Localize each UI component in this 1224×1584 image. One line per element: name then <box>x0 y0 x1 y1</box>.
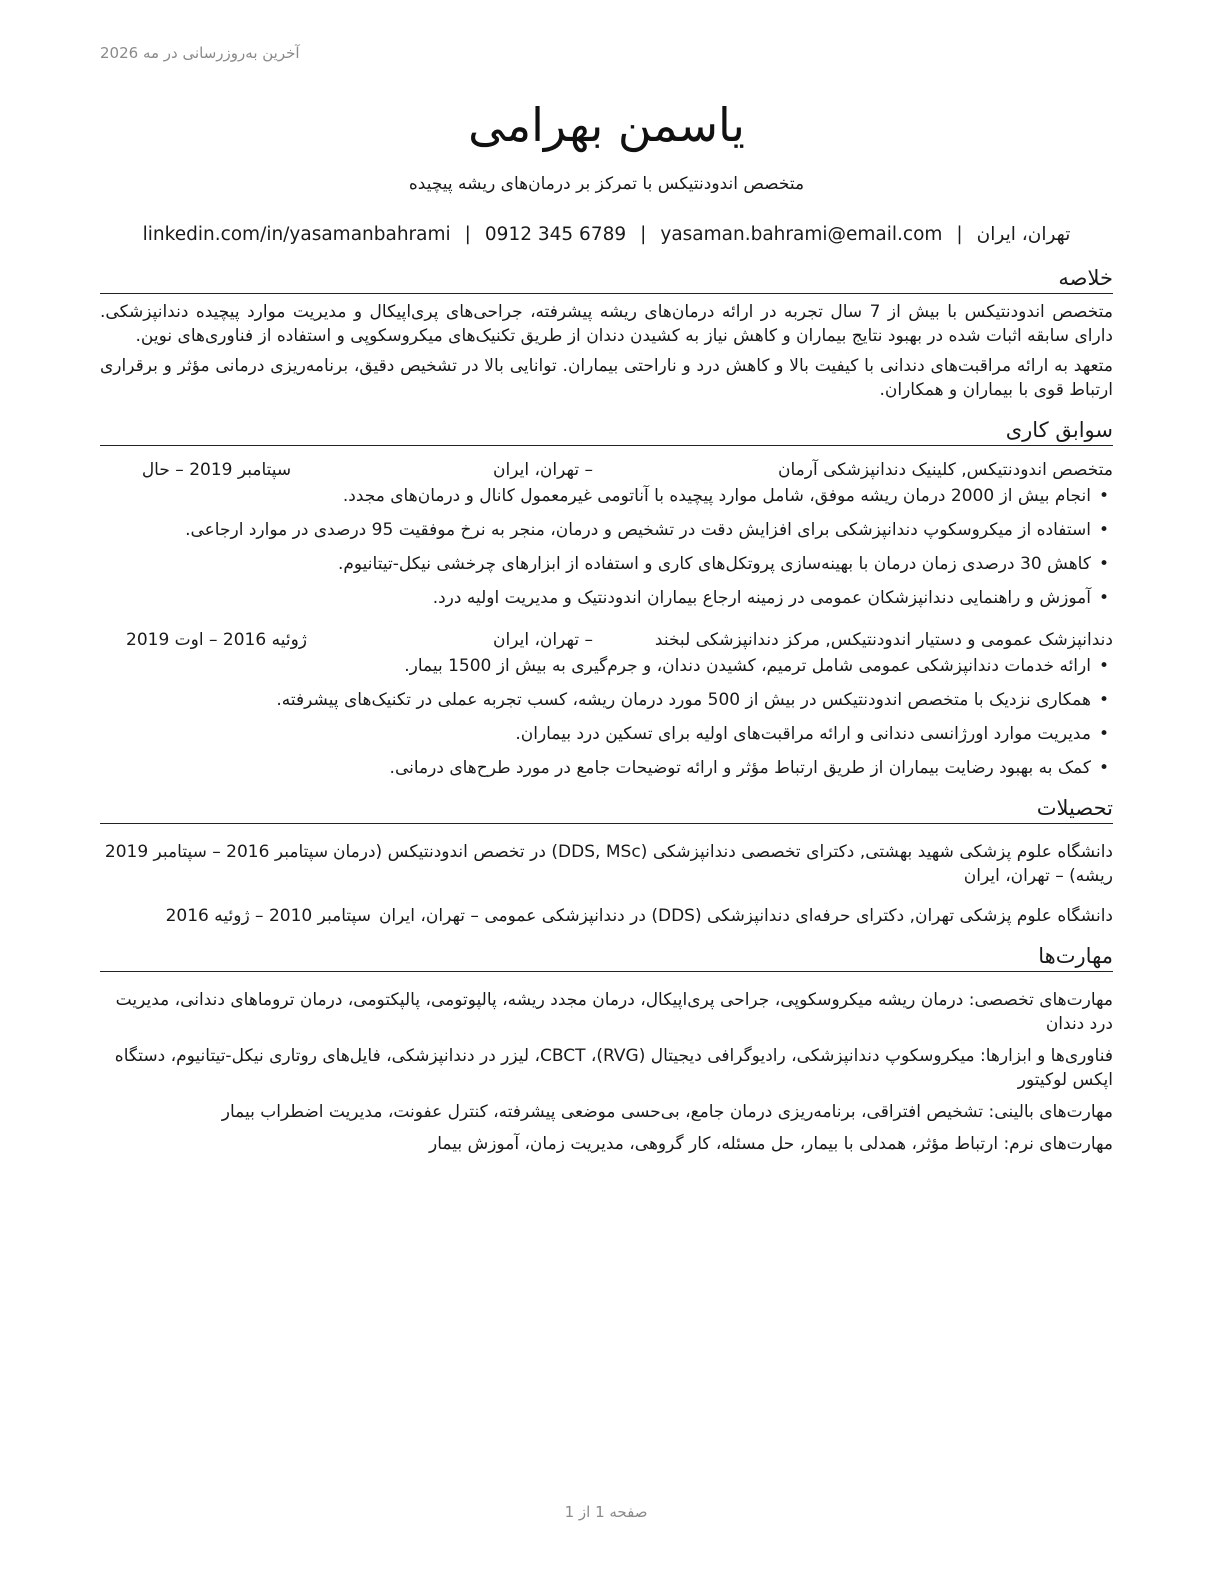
job-location: – تهران، ایران <box>493 630 593 650</box>
summary-heading: خلاصه <box>100 264 1113 294</box>
education-section <box>100 794 1113 928</box>
job-entry <box>100 458 1113 610</box>
job-bullets <box>100 654 1113 780</box>
education-dates: سپتامبر 2016 – سپتامبر 2019 <box>104 842 329 862</box>
job-bullet: • استفاده از میکروسکوپ دندانپزشکی برای افزایش دقت در تشخیص و درمان، منجر به نرخ موفقیت 95 درصدی در موارد ارجاعی. <box>100 518 1109 542</box>
job-role: متخصص اندودنتیکس, کلینیک دندانپزشکی آرمان <box>777 460 1113 480</box>
job-bullet: • انجام بیش از 2000 درمان ریشه موفق، شامل موارد پیچیده با آناتومی غیرمعمول کانال و درمان‌های مجدد. <box>100 484 1109 508</box>
contact-separator: | <box>956 224 963 245</box>
job-bullet: • مدیریت موارد اورژانسی دندانی و ارائه مراقبت‌های اولیه برای تسکین درد بیماران. <box>100 722 1109 746</box>
skill-line: مهارت‌های تخصصی: درمان ریشه میکروسکوپی، جراحی پری‌اپیکال، درمان مجدد ریشه، پالپوتومی، پالپکتومی، درمان تروماهای دندانی، مدیریت درد دندان <box>115 990 1113 1034</box>
education-dates: سپتامبر 2010 – ژوئیه 2016 <box>165 906 371 926</box>
contact-email[interactable]: yasaman.bahrami@email.com <box>660 224 943 245</box>
job-header <box>100 628 1113 652</box>
education-degree: دانشگاه علوم پزشکی تهران, دکترای حرفه‌ای دندانپزشکی (DDS) در دندانپزشکی عمومی – تهران، ایران <box>378 906 1113 926</box>
contact-linkedin[interactable]: linkedin.com/in/yasamanbahrami <box>142 224 451 245</box>
resume-page <box>100 92 1113 1156</box>
contact-separator: | <box>464 224 471 245</box>
job-dates: ژوئیه 2016 – اوت 2019 <box>126 630 307 650</box>
job-bullet: • کمک به بهبود رضایت بیماران از طریق ارتباط مؤثر و ارائه توضیحات جامع در مورد طرح‌های درمانی. <box>100 756 1109 780</box>
education-heading: تحصیلات <box>100 794 1113 824</box>
last-updated-note: آخرین به‌روزرسانی در مه 2026 <box>100 44 300 62</box>
skill-line: مهارت‌های بالینی: تشخیص افتراقی، برنامه‌ریزی درمان جامع، بی‌حسی موضعی پیشرفته، کنترل عفونت، مدیریت اضطراب بیمار <box>221 1102 1113 1122</box>
contact-separator: | <box>640 224 647 245</box>
job-bullet: • آموزش و راهنمایی دندانپزشکان عمومی در زمینه ارجاع بیماران اندودنتیک و مدیریت اولیه درد. <box>100 586 1109 610</box>
candidate-name: یاسمن بهرامی <box>468 98 745 152</box>
contact-phone[interactable]: 0912 345 6789 <box>484 224 627 245</box>
education-degree: دانشگاه علوم پزشکی شهید بهشتی, دکترای تخصصی دندانپزشکی (DDS, MSc) در تخصص اندودنتیکس (درمان ریشه) – تهران، ایران <box>333 842 1113 886</box>
job-header <box>100 458 1113 482</box>
summary-section <box>100 264 1113 402</box>
candidate-tagline: متخصص اندودنتیکس با تمرکز بر درمان‌های ریشه پیچیده <box>408 174 805 194</box>
job-dates: سپتامبر 2019 – حال <box>141 460 292 480</box>
contact-location: تهران، ایران <box>976 224 1071 245</box>
skills-heading: مهارت‌ها <box>100 942 1113 972</box>
job-bullet: • ارائه خدمات دندانپزشکی عمومی شامل ترمیم، کشیدن دندان، و جرم‌گیری به بیش از 1500 بیمار. <box>100 654 1109 678</box>
job-location: – تهران، ایران <box>493 460 593 480</box>
skill-line: مهارت‌های نرم: ارتباط مؤثر، همدلی با بیمار، حل مسئله، کار گروهی، مدیریت زمان، آموزش بیمار <box>428 1134 1113 1154</box>
skills-section <box>100 942 1113 1156</box>
job-bullets <box>100 484 1113 610</box>
summary-paragraph: متعهد به ارائه مراقبت‌های دندانی با کیفیت بالا و کاهش درد و ناراحتی بیماران. توانایی بالا در تشخیص دقیق، برنامه‌ریزی درمانی مؤثر و برقراری ارتباط قوی با بیماران و همکاران. <box>100 356 1113 400</box>
education-entry <box>100 840 1113 888</box>
job-bullet: • کاهش 30 درصدی زمان درمان با بهینه‌سازی پروتکل‌های کاری و استفاده از ابزارهای چرخشی نیکل-تیتانیوم. <box>100 552 1109 576</box>
job-bullet: • همکاری نزدیک با متخصص اندودنتیکس در بیش از 500 مورد درمان ریشه، کسب تجربه عملی در تکنیک‌های پیشرفته. <box>100 688 1109 712</box>
experience-section <box>100 416 1113 780</box>
contact-line <box>100 222 1113 248</box>
job-role: دندانپزشک عمومی و دستیار اندودنتیکس, مرکز دندانپزشکی لبخند <box>654 630 1113 650</box>
skill-line: فناوری‌ها و ابزارها: میکروسکوپ دندانپزشکی، رادیوگرافی دیجیتال (RVG)، CBCT، لیزر در دندانپزشکی، فایل‌های روتاری نیکل-تیتانیوم، دستگاه اپکس لوکیتور <box>114 1046 1113 1090</box>
education-entry <box>100 904 1113 928</box>
job-entry <box>100 628 1113 780</box>
experience-heading: سوابق کاری <box>100 416 1113 446</box>
summary-paragraph: متخصص اندودنتیکس با بیش از 7 سال تجربه در ارائه درمان‌های ریشه پیشرفته، جراحی‌های پری‌اپیکال و مدیریت موارد پیچیده دندانپزشکی. دارای سابقه اثبات شده در بهبود نتایج بیماران و کاهش نیاز به کشیدن دندان از طریق تکنیک‌های میکروسکوپی و استفاده از فناوری‌های نوین. <box>100 302 1113 346</box>
page-number: صفحه 1 از 1 <box>564 1503 648 1521</box>
